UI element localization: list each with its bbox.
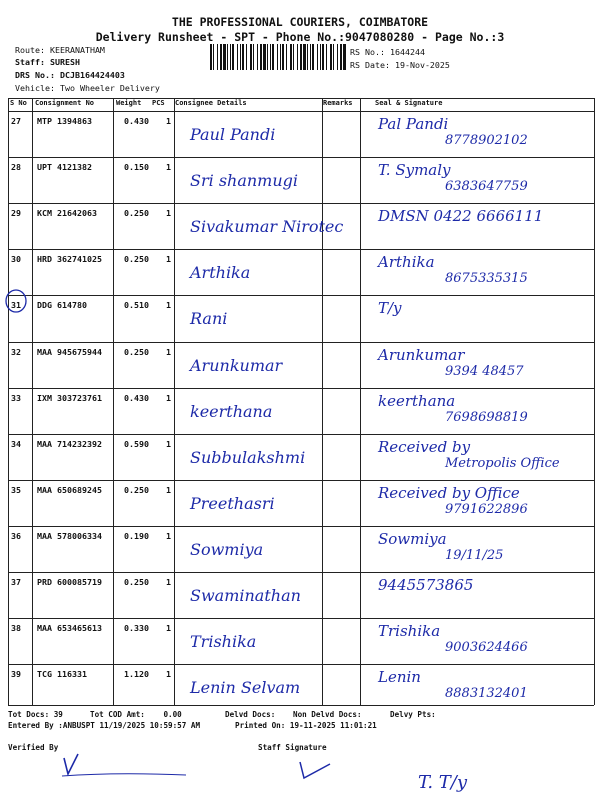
tot-cod-label: Tot COD Amt: — [90, 710, 145, 719]
row-pcs: 1 — [166, 300, 171, 311]
row-sno: 34 — [11, 438, 21, 449]
barcode-bar — [220, 44, 222, 70]
barcode-bar — [290, 44, 292, 70]
row-pcs: 1 — [166, 208, 171, 219]
row-pcs: 1 — [166, 254, 171, 265]
row-consignment: MAA 714232392 — [37, 438, 102, 449]
rs-date-value: 19-Nov-2025 — [394, 60, 450, 70]
row-pcs: 1 — [166, 577, 171, 587]
barcode-bar — [300, 44, 302, 70]
row-weight: 0.430 — [124, 392, 149, 403]
row-sno: 28 — [11, 162, 21, 173]
rs-no-value: 1644244 — [389, 47, 425, 57]
grid-line — [8, 98, 594, 99]
entered-by — [8, 721, 200, 730]
bottom-mark: T. T/y — [418, 772, 468, 793]
row-weight: 0.190 — [124, 530, 149, 541]
row-seal-handwriting: Pal Pandi — [378, 115, 449, 133]
row-weight: 0.150 — [124, 162, 149, 173]
row-consignment: IXM 303723761 — [37, 392, 102, 403]
row-consignment: UPT 4121382 — [37, 162, 92, 173]
row-weight: 0.250 — [124, 208, 149, 219]
grid-line — [322, 98, 323, 705]
row-consignee-handwriting: Sri shanmugi — [190, 171, 299, 191]
rs-date-label: RS Date: — [350, 60, 390, 70]
row-pcs: 1 — [166, 346, 171, 357]
row-weight: 0.590 — [124, 438, 149, 449]
barcode-bar — [232, 44, 234, 70]
grid-line — [174, 98, 175, 705]
barcode-bar — [322, 44, 324, 70]
row-sno: 32 — [11, 346, 21, 357]
barcode-bar — [293, 44, 294, 70]
row-consignee-handwriting: Paul Pandi — [190, 125, 276, 144]
barcode-bar — [343, 44, 346, 70]
barcode-bar — [286, 44, 287, 70]
row-consignee-handwriting: Trishika — [190, 632, 257, 652]
barcode-bar — [282, 44, 284, 70]
row-consignment: MAA 650689245 — [37, 484, 102, 495]
row-consignment: MTP 1394863 — [37, 116, 92, 126]
row-consignment: KCM 21642063 — [37, 208, 97, 219]
verified-signature-icon — [58, 748, 188, 782]
grid-line — [32, 98, 33, 705]
entered-by-label: Entered By : — [8, 721, 63, 730]
row-divider — [8, 295, 594, 296]
row-consignment: DDG 614780 — [37, 300, 87, 311]
staff-value: SURESH — [49, 57, 80, 67]
row-seal-phone: 8675335315 — [445, 271, 528, 287]
barcode-bar — [210, 44, 212, 70]
row-consignee-handwriting: Lenin Selvam — [190, 678, 301, 698]
barcode-bar — [330, 44, 332, 70]
barcode-bar — [240, 44, 241, 70]
col-sno: S No — [10, 99, 27, 107]
row-pcs: 1 — [166, 484, 171, 495]
row-divider — [8, 249, 594, 250]
tot-cod-value: 0.00 — [163, 710, 182, 719]
verified-by-label: Verified By — [8, 743, 59, 752]
non-delvd-docs-label: Non Delvd Docs: — [293, 710, 362, 719]
col-pcs: PCS — [152, 99, 165, 107]
row-pcs: 1 — [166, 669, 171, 680]
barcode-bar — [312, 44, 314, 70]
barcode-bar — [257, 44, 258, 70]
row-seal-handwriting: Arthika — [378, 253, 435, 272]
row-consignee-handwriting: Arthika — [190, 263, 251, 283]
grid-line — [8, 705, 594, 706]
row-divider — [8, 572, 594, 573]
route-line — [15, 45, 105, 55]
row-seal-handwriting: keerthana — [378, 391, 456, 410]
row-seal-handwriting: DMSN 0422 6666111 — [378, 207, 544, 226]
row-divider — [8, 480, 594, 481]
row-pcs: 1 — [166, 623, 171, 634]
barcode-bar — [340, 44, 342, 70]
barcode-bar — [227, 44, 228, 70]
barcode-bar — [242, 44, 244, 70]
row-divider — [8, 388, 594, 389]
row-divider — [8, 203, 594, 204]
row-divider — [8, 342, 594, 343]
row-weight: 0.250 — [124, 254, 149, 265]
staff-line — [15, 57, 80, 67]
entered-by-value: ANBUSPT 11/19/2025 10:59:57 AM — [62, 721, 201, 730]
drs-label: DRS No.: — [15, 70, 55, 80]
row-consignment: HRD 362741025 — [37, 254, 102, 265]
row-consignee-handwriting: Arunkumar — [190, 355, 283, 375]
vehicle-label: Vehicle: — [15, 83, 55, 93]
row-seal-handwriting: T. Symaly — [378, 161, 451, 180]
row-sno: 31 — [11, 300, 21, 311]
row-consignment: MAA 945675944 — [37, 346, 102, 357]
row-seal-phone: 9394 48457 — [445, 363, 524, 379]
row-seal-handwriting: Arunkumar — [378, 345, 465, 364]
printed-on-value: 19-11-2025 11:01:21 — [289, 721, 377, 730]
vehicle-value: Two Wheeler Delivery — [59, 83, 160, 93]
barcode-bar — [260, 44, 262, 70]
barcode-bar — [230, 44, 231, 70]
barcode-bar — [320, 44, 321, 70]
row-divider — [8, 434, 594, 435]
row-sno: 39 — [11, 669, 21, 680]
row-pcs: 1 — [166, 438, 171, 449]
row-seal-handwriting: Sowmiya — [378, 529, 447, 548]
rs-no-label: RS No.: — [350, 47, 385, 57]
row-seal-phone: 6383647759 — [445, 179, 528, 195]
staff-signature-label: Staff Signature — [258, 743, 327, 752]
row-pcs: 1 — [166, 392, 171, 403]
row-seal-phone: Metropolis Office — [445, 455, 560, 471]
col-consignee: Consignee Details — [175, 99, 247, 107]
barcode-bar — [270, 44, 271, 70]
row-pcs: 1 — [166, 530, 171, 541]
barcode-bar — [213, 44, 214, 70]
row-sno: 36 — [11, 530, 21, 541]
barcode-bar — [267, 44, 268, 70]
row-consignment: TCG 116331 — [37, 669, 87, 680]
row-weight: 1.120 — [124, 669, 149, 680]
barcode-bar — [263, 44, 266, 70]
tot-docs — [8, 710, 63, 719]
delvd-docs-label: Delvd Docs: — [225, 710, 276, 719]
circle-mark-icon — [4, 288, 28, 314]
barcode-bar — [253, 44, 254, 70]
row-consignee-handwriting: keerthana — [190, 401, 273, 421]
barcode-bar — [333, 44, 334, 70]
delvy-pts-label: Delvy Pts: — [390, 710, 436, 719]
rs-date-line — [350, 60, 450, 70]
grid-line — [594, 98, 595, 705]
grid-line — [360, 98, 361, 705]
row-pcs: 1 — [166, 162, 171, 173]
row-divider — [8, 157, 594, 158]
row-consignee-handwriting: Sowmiya — [190, 539, 264, 559]
grid-line — [8, 98, 9, 705]
barcode-bar — [277, 44, 278, 70]
row-seal-phone: 8778902102 — [445, 133, 528, 148]
row-consignment: PRD 600085719 — [37, 577, 102, 587]
row-consignee-handwriting: Rani — [190, 309, 228, 329]
row-weight: 0.430 — [124, 116, 149, 126]
row-weight: 0.510 — [124, 300, 149, 311]
col-seal: Seal & Signature — [375, 99, 443, 107]
barcode-bar — [237, 44, 238, 70]
drs-line — [15, 70, 125, 80]
row-sno: 30 — [11, 254, 21, 265]
row-sno: 35 — [11, 484, 21, 495]
route-label: Route: — [15, 45, 45, 55]
row-consignment: MAA 653465613 — [37, 623, 102, 634]
tot-docs-label: Tot Docs: — [8, 710, 50, 719]
row-sno: 33 — [11, 392, 21, 403]
staff-label: Staff: — [15, 57, 45, 67]
row-sno: 38 — [11, 623, 21, 634]
document-subtitle: Delivery Runsheet - SPT - Phone No.:9047080280 - Page No.:3 — [95, 30, 505, 44]
barcode-bar — [223, 44, 226, 70]
row-seal-phone: 19/11/25 — [445, 547, 504, 563]
col-remarks: Remarks — [323, 99, 353, 107]
row-sno: 27 — [11, 116, 21, 126]
barcode-bar — [310, 44, 311, 70]
row-consignment: MAA 578006334 — [37, 530, 102, 541]
barcode-bar — [303, 44, 306, 70]
row-seal-handwriting: Lenin — [378, 668, 421, 687]
grid-line — [8, 111, 594, 112]
row-weight: 0.250 — [124, 577, 149, 587]
tot-docs-value: 39 — [53, 710, 63, 719]
staff-signature-icon — [296, 758, 336, 782]
document-title: THE PROFESSIONAL COURIERS, COIMBATORE — [171, 15, 429, 29]
row-divider — [8, 664, 594, 665]
row-seal-phone: 9791622896 — [445, 501, 528, 517]
row-weight: 0.330 — [124, 623, 149, 634]
row-seal-handwriting: T/y — [378, 299, 402, 318]
route-value: KEERANATHAM — [49, 45, 105, 55]
tot-cod — [90, 710, 182, 719]
col-weight: Weight — [116, 99, 142, 107]
row-seal-phone: 7698698819 — [445, 409, 528, 425]
barcode-bar — [326, 44, 327, 70]
row-seal-handwriting: Received by Office — [378, 483, 520, 502]
row-seal-phone: 9003624466 — [445, 640, 528, 656]
barcode-bar — [217, 44, 218, 70]
barcode — [210, 44, 346, 70]
row-divider — [8, 618, 594, 619]
row-consignee-handwriting: Sivakumar Nirotec — [190, 217, 344, 237]
drs-value: DCJB164424403 — [59, 70, 125, 80]
barcode-bar — [337, 44, 338, 70]
row-consignee-handwriting: Swaminathan — [190, 586, 301, 605]
row-sno: 29 — [11, 208, 21, 219]
barcode-bar — [307, 44, 308, 70]
printed-on-label: Printed On: — [235, 721, 286, 730]
barcode-bar — [272, 44, 274, 70]
rs-no-line — [350, 47, 425, 57]
barcode-bar — [246, 44, 247, 70]
row-weight: 0.250 — [124, 346, 149, 357]
row-seal-handwriting: Received by — [378, 437, 471, 456]
row-seal-phone: 8883132401 — [445, 686, 528, 702]
barcode-bar — [280, 44, 281, 70]
row-consignee-handwriting: Preethasri — [190, 493, 275, 513]
barcode-bar — [297, 44, 298, 70]
barcode-bar — [317, 44, 318, 70]
row-sno: 37 — [11, 577, 21, 587]
printed-on — [235, 721, 377, 730]
grid-line — [113, 98, 114, 705]
row-divider — [8, 526, 594, 527]
vehicle-line — [15, 83, 160, 93]
row-consignee-handwriting: Subbulakshmi — [190, 447, 306, 467]
barcode-bar — [250, 44, 252, 70]
row-seal-handwriting: Trishika — [378, 622, 441, 641]
col-consignment: Consignment No — [35, 99, 95, 107]
row-seal-handwriting: 9445573865 — [378, 576, 474, 594]
row-weight: 0.250 — [124, 484, 149, 495]
row-pcs: 1 — [166, 116, 171, 126]
